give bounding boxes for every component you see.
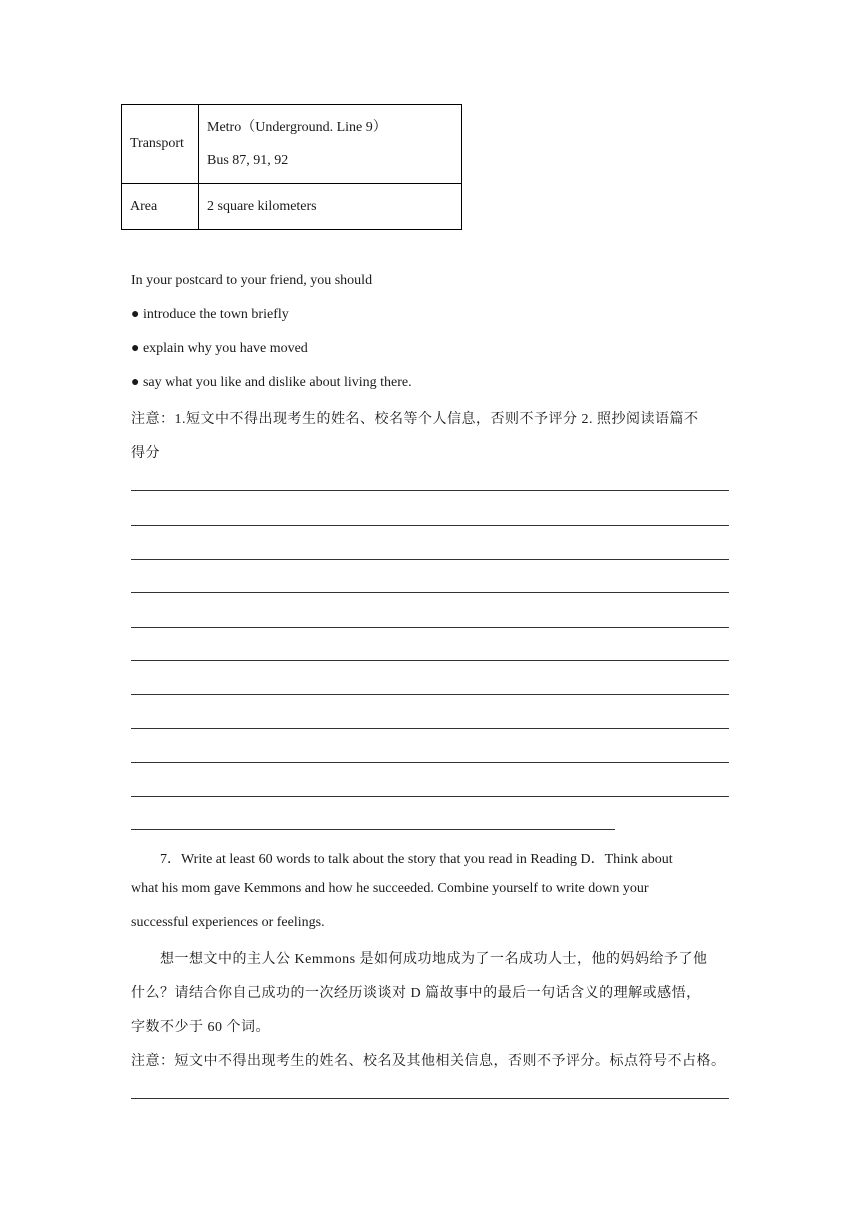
transport-bus: Bus 87, 91, 92 xyxy=(207,153,289,168)
table-label-area: Area xyxy=(122,184,199,230)
task6-bullet-1: ● introduce the town briefly xyxy=(131,307,289,322)
answer-line[interactable] xyxy=(131,660,729,661)
answer-line[interactable] xyxy=(131,490,729,491)
task7-cn-line3: 字数不少于 60 个词。 xyxy=(131,1020,270,1035)
answer-line[interactable] xyxy=(131,627,729,628)
table-row-area xyxy=(122,184,462,230)
task6-bullet-3: ● say what you like and dislike about living there. xyxy=(131,375,412,390)
table-value-transport xyxy=(199,105,462,184)
answer-line[interactable] xyxy=(131,694,729,695)
task7-note: 注意：短文中不得出现考生的姓名、校名及其他相关信息，否则不予评分。标点符号不占格。 xyxy=(131,1054,726,1069)
table-label-transport: Transport xyxy=(122,105,199,184)
answer-line[interactable] xyxy=(131,796,729,797)
answer-line[interactable] xyxy=(131,592,729,593)
answer-line[interactable] xyxy=(131,762,729,763)
task7-cn-line1: 想一想文中的主人公 Kemmons 是如何成功地成为了一名成功人士，他的妈妈给予了他 xyxy=(160,952,708,967)
answer-line[interactable] xyxy=(131,728,729,729)
info-table xyxy=(121,104,462,230)
answer-line[interactable] xyxy=(131,559,729,560)
task6-note-line1: 注意：1.短文中不得出现考生的姓名、校名等个人信息，否则不予评分 2. 照抄阅读语篇不 xyxy=(131,412,699,427)
answer-line[interactable] xyxy=(131,829,615,830)
task6-bullet-2: ● explain why you have moved xyxy=(131,341,308,356)
task7-line2: what his mom gave Kemmons and how he succeeded. Combine yourself to write down your xyxy=(131,881,649,896)
transport-metro: Metro（Underground. Line 9） xyxy=(207,120,387,135)
task7-line3: successful experiences or feelings. xyxy=(131,915,325,930)
task7-line1: 7．Write at least 60 words to talk about the story that you read in Reading D．Think about xyxy=(160,852,673,867)
task6-intro: In your postcard to your friend, you should xyxy=(131,273,373,288)
task6-note-line2: 得分 xyxy=(131,446,160,461)
table-value-area: 2 square kilometers xyxy=(199,184,462,230)
answer-line[interactable] xyxy=(131,525,729,526)
table-row-transport xyxy=(122,105,462,184)
answer-line[interactable] xyxy=(131,1098,729,1099)
task7-cn-line2: 什么？请结合你自己成功的一次经历谈谈对 D 篇故事中的最后一句话含义的理解或感悟， xyxy=(131,986,701,1001)
